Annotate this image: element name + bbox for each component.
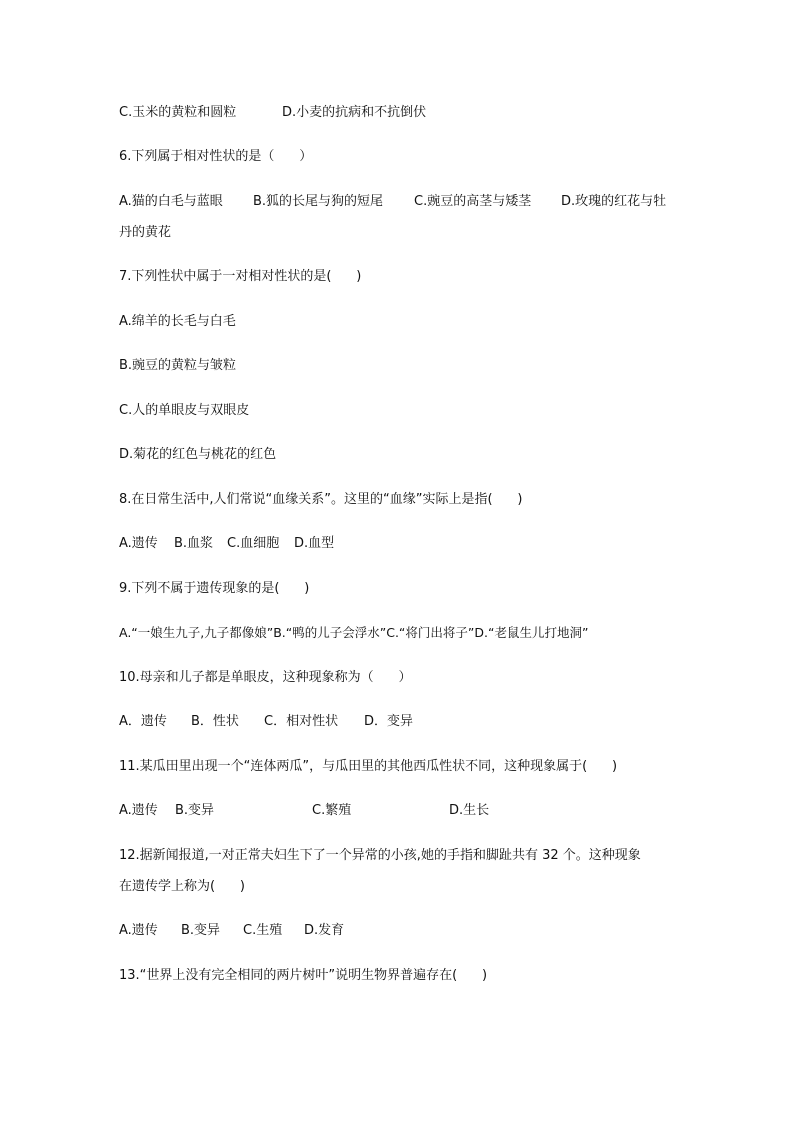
q7-stem: 7.下列性状中属于一对相对性状的是( ) <box>119 269 362 284</box>
q6-option-d: D.玫瑰的红花与牡 <box>561 194 667 209</box>
q8-option-b: B.血浆 <box>174 536 214 551</box>
q6-option-d-continued: 丹的黄花 <box>119 225 172 240</box>
q9-stem: 9.下列不属于遗传现象的是( ) <box>119 581 310 596</box>
q12-stem-line1: 12.据新闻报道,一对正常夫妇生下了一个异常的小孩,她的手指和脚趾共有 32 个。这种现象 <box>119 848 641 863</box>
q11-stem: 11.某瓜田里出现一个“连体两瓜”，与瓜田里的其他西瓜性状不同，这种现象属于( ) <box>119 759 618 774</box>
q11-option-c: C.繁殖 <box>312 803 352 818</box>
q10-stem: 10.母亲和儿子都是单眼皮，这种现象称为（ ） <box>119 670 412 685</box>
q8-stem: 8.在日常生活中,人们常说“血缘关系”。这里的“血缘”实际上是指( ) <box>119 492 523 507</box>
q5-option-d: D.小麦的抗病和不抗倒伏 <box>282 105 427 120</box>
q5-option-c: C.玉米的黄粒和圆粒 <box>119 105 237 120</box>
q12-option-b: B.变异 <box>181 923 221 938</box>
q9-options: A.“一娘生九子,九子都像娘”B.“鸭的儿子会浮水”C.“将门出将子”D.“老鼠生儿打地洞” <box>119 625 589 640</box>
q12-option-a: A.遗传 <box>119 923 158 938</box>
q7-option-a: A.绵羊的长毛与白毛 <box>119 314 236 329</box>
q7-option-d: D.菊花的红色与桃花的红色 <box>119 447 277 462</box>
q7-option-c: C.人的单眼皮与双眼皮 <box>119 403 250 418</box>
q11-option-a: A.遗传 <box>119 803 158 818</box>
q12-option-d: D.发育 <box>304 923 345 938</box>
q6-option-c: C.豌豆的高茎与矮茎 <box>414 194 532 209</box>
q8-option-d: D.血型 <box>294 536 335 551</box>
q10-option-c: C．相对性状 <box>264 714 339 729</box>
q6-option-b: B.狐的长尾与狗的短尾 <box>253 194 384 209</box>
q6-option-a: A.猫的白毛与蓝眼 <box>119 194 223 209</box>
q10-option-a: A．遗传 <box>119 714 167 729</box>
q11-option-b: B.变异 <box>175 803 215 818</box>
q10-option-d: D．变异 <box>364 714 414 729</box>
q10-option-b: B．性状 <box>191 714 239 729</box>
q7-option-b: B.豌豆的黄粒与皱粒 <box>119 358 237 373</box>
q8-option-a: A.遗传 <box>119 536 158 551</box>
q6-stem: 6.下列属于相对性状的是（ ） <box>119 149 313 164</box>
q13-stem: 13.“世界上没有完全相同的两片树叶”说明生物界普遍存在( ) <box>119 968 488 983</box>
q12-stem-line2: 在遗传学上称为( ) <box>119 879 245 894</box>
q11-option-d: D.生长 <box>449 803 490 818</box>
q8-option-c: C.血细胞 <box>227 536 280 551</box>
q12-option-c: C.生殖 <box>243 923 283 938</box>
